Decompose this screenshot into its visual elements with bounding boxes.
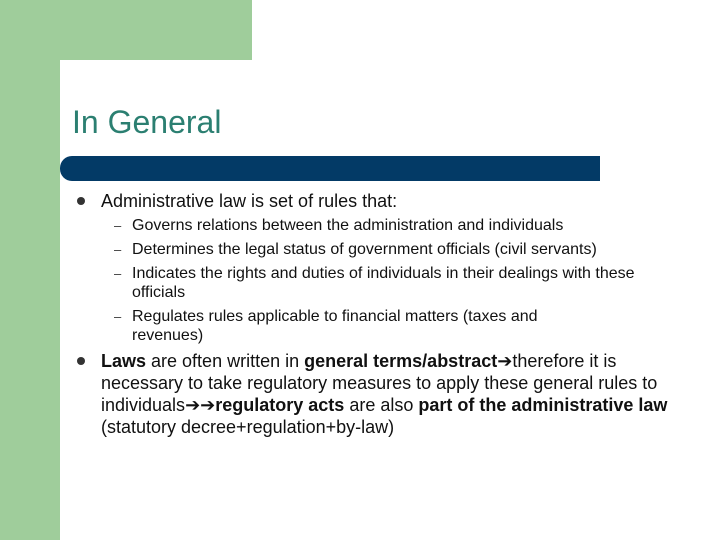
bullet-dot-2 (77, 357, 85, 365)
general-terms-emphasis: general terms/abstract (304, 351, 498, 371)
right-arrow-icon: ➔ (200, 395, 216, 415)
regulatory-acts-emphasis: regulatory acts (215, 395, 345, 415)
dash-4: – (114, 309, 122, 324)
laws-emphasis: Laws (101, 351, 147, 371)
right-arrow-icon: ➔ (497, 351, 513, 371)
slide-title: In General (72, 104, 222, 140)
bullet-text-1: Administrative law is set of rules that: (101, 191, 398, 211)
subitem-4: Regulates rules applicable to financial matters (taxes and revenues) (132, 308, 538, 344)
bullet2-text-d: (statutory decree+regulation+by-law) (101, 417, 395, 437)
subitem-3: Indicates the rights and duties of individuals in their dealings with these officials (132, 265, 635, 301)
bullet2-text-b: therefore it is necessary to take regulatory measures to apply these general rules to individuals (101, 351, 658, 415)
right-arrow-icon: ➔ (185, 395, 201, 415)
decorative-green-band-left (0, 0, 60, 540)
bullet2-text-a: are often written in (146, 351, 305, 371)
dash-1: – (114, 218, 122, 233)
title-underline-bar (60, 156, 600, 181)
bullet-dot-1 (77, 197, 85, 205)
dash-3: – (114, 266, 122, 281)
subitem-1: Governs relations between the administration and individuals (132, 217, 564, 234)
subitem-2: Determines the legal status of government officials (civil servants) (132, 241, 597, 258)
dash-2: – (114, 242, 122, 257)
administrative-law-emphasis: part of the administrative law (418, 395, 668, 415)
bullet2-text-c: are also (344, 395, 419, 415)
bullet-text-2 (101, 350, 681, 438)
